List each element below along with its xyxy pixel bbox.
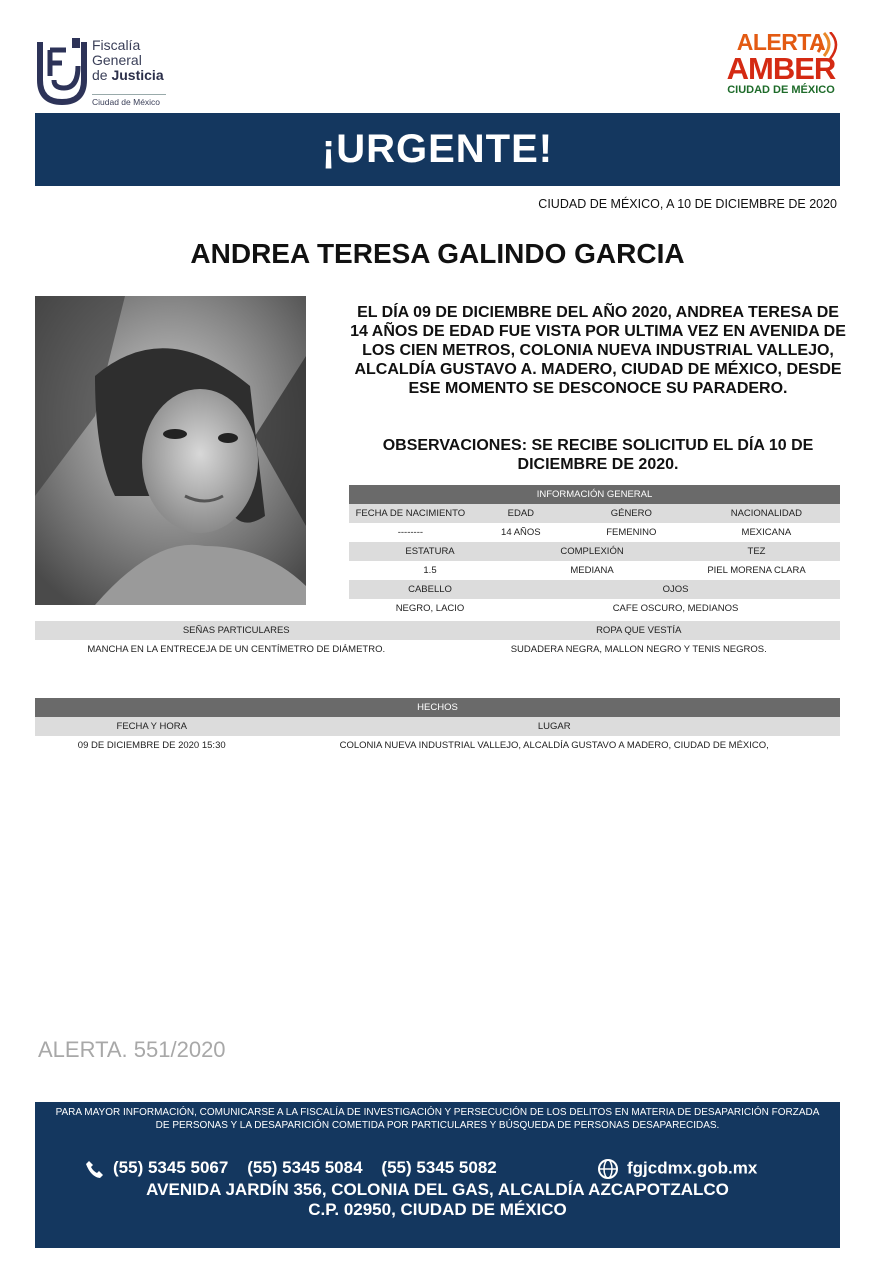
footer-address-line-1: AVENIDA JARDÍN 356, COLONIA DEL GAS, ALCALDÍA AZCAPOTZALCO [146,1180,729,1199]
logo-subtitle: Ciudad de México [92,94,166,107]
header-estatura: ESTATURA [349,542,511,561]
fgj-logo [36,36,186,108]
info-title: INFORMACIÓN GENERAL [349,485,840,504]
hechos-title: HECHOS [35,698,840,717]
narrative-text: EL DÍA 09 DE DICIEMBRE DEL AÑO 2020, ANDREA TERESA DE 14 AÑOS DE EDAD FUE VISTA POR ULTIMA VEZ EN AVENIDA DE LOS CIEN METROS, COLONIA NUEVA INDUSTRIAL VALLEJO, ALCALDÍA GUSTAVO A. MADERO, CIUDAD DE MÉXICO, DESDE ESE MOMENTO SE DESCONOCE SU PARADERO. [350,304,846,397]
logo-line-2: General [92,52,142,68]
value-cabello: NEGRO, LACIO [349,599,511,618]
value-ropa: SUDADERA NEGRA, MALLON NEGRO Y TENIS NEGROS. [438,640,841,659]
value-edad: 14 AÑOS [472,523,570,542]
header-nacimiento: FECHA DE NACIMIENTO [349,504,472,523]
footer-info-text: PARA MAYOR INFORMACIÓN, COMUNICARSE A LA FISCALÍA DE INVESTIGACIÓN Y PERSECUCIÓN DE LOS DELITOS EN MATERIA DE DESAPARICIÓN FORZADA DE PERSONAS Y LA DESAPARICIÓN COMETIDA POR PARTICULARES Y BÚSQUEDA DE PERSONAS DESAPARECIDAS. [55,1107,820,1131]
amber-waves-icon [814,32,840,60]
alerta-amber-logo [722,30,840,110]
footer-phones [85,1158,497,1179]
globe-icon [597,1158,619,1180]
website-link[interactable]: fgjcdmx.gob.mx [627,1158,758,1178]
phone-numbers[interactable]: (55) 5345 5067 (55) 5345 5084 (55) 5345 5082 [113,1158,497,1177]
value-ojos: CAFE OSCURO, MEDIANOS [511,599,840,618]
header-nacionalidad: NACIONALIDAD [693,504,840,523]
contact-footer [35,1102,840,1248]
phone-icon [85,1159,105,1179]
alerta-number: ALERTA. 551/2020 [38,1037,226,1062]
hechos-table [35,698,840,755]
logo-line-1: Fiscalía [92,37,141,53]
header-tez: TEZ [673,542,840,561]
footer-address-line-2: C.P. 02950, CIUDAD DE MÉXICO [308,1200,567,1219]
logo-wordmark [92,38,164,83]
observaciones-text: OBSERVACIONES: SE RECIBE SOLICITUD EL DÍA 10 DE DICIEMBRE DE 2020. [382,437,814,473]
header-ropa: ROPA QUE VESTÍA [438,621,841,640]
header-complexion: COMPLEXIÓN [511,542,673,561]
value-lugar: COLONIA NUEVA INDUSTRIAL VALLEJO, ALCALDÍA GUSTAVO A MADERO, CIUDAD DE MÉXICO, [268,736,840,755]
header-ojos: OJOS [511,580,840,599]
value-complexion: MEDIANA [511,561,673,580]
value-tez: PIEL MORENA CLARA [673,561,840,580]
header-senas: SEÑAS PARTICULARES [35,621,438,640]
value-nacimiento: -------- [349,523,472,542]
value-nacionalidad: MEXICANA [693,523,840,542]
logo-line-3: de Justicia [92,67,164,83]
missing-person-name: ANDREA TERESA GALINDO GARCIA [190,238,685,269]
value-estatura: 1.5 [349,561,511,580]
value-senas: MANCHA EN LA ENTRECEJA DE UN CENTÍMETRO DE DIÁMETRO. [35,640,438,659]
urgent-banner: ¡URGENTE! [35,113,840,186]
amber-line-2: AMBER [726,51,836,86]
amber-line-3: CIUDAD DE MÉXICO [727,84,835,96]
senas-table [35,621,840,659]
header-fecha-hora: FECHA Y HORA [35,717,268,736]
amber-line-1: ALERTA [736,29,826,55]
value-fecha-hora: 09 DE DICIEMBRE DE 2020 15:30 [35,736,268,755]
header-genero: GÉNERO [570,504,693,523]
info-general-table [349,485,840,618]
fgj-emblem-icon [36,36,88,106]
header-cabello: CABELLO [349,580,511,599]
footer-website [597,1158,757,1180]
value-genero: FEMENINO [570,523,693,542]
missing-person-photo [35,296,306,605]
dateline: CIUDAD DE MÉXICO, A 10 DE DICIEMBRE DE 2020 [538,197,837,211]
header-edad: EDAD [472,504,570,523]
header-lugar: LUGAR [268,717,840,736]
